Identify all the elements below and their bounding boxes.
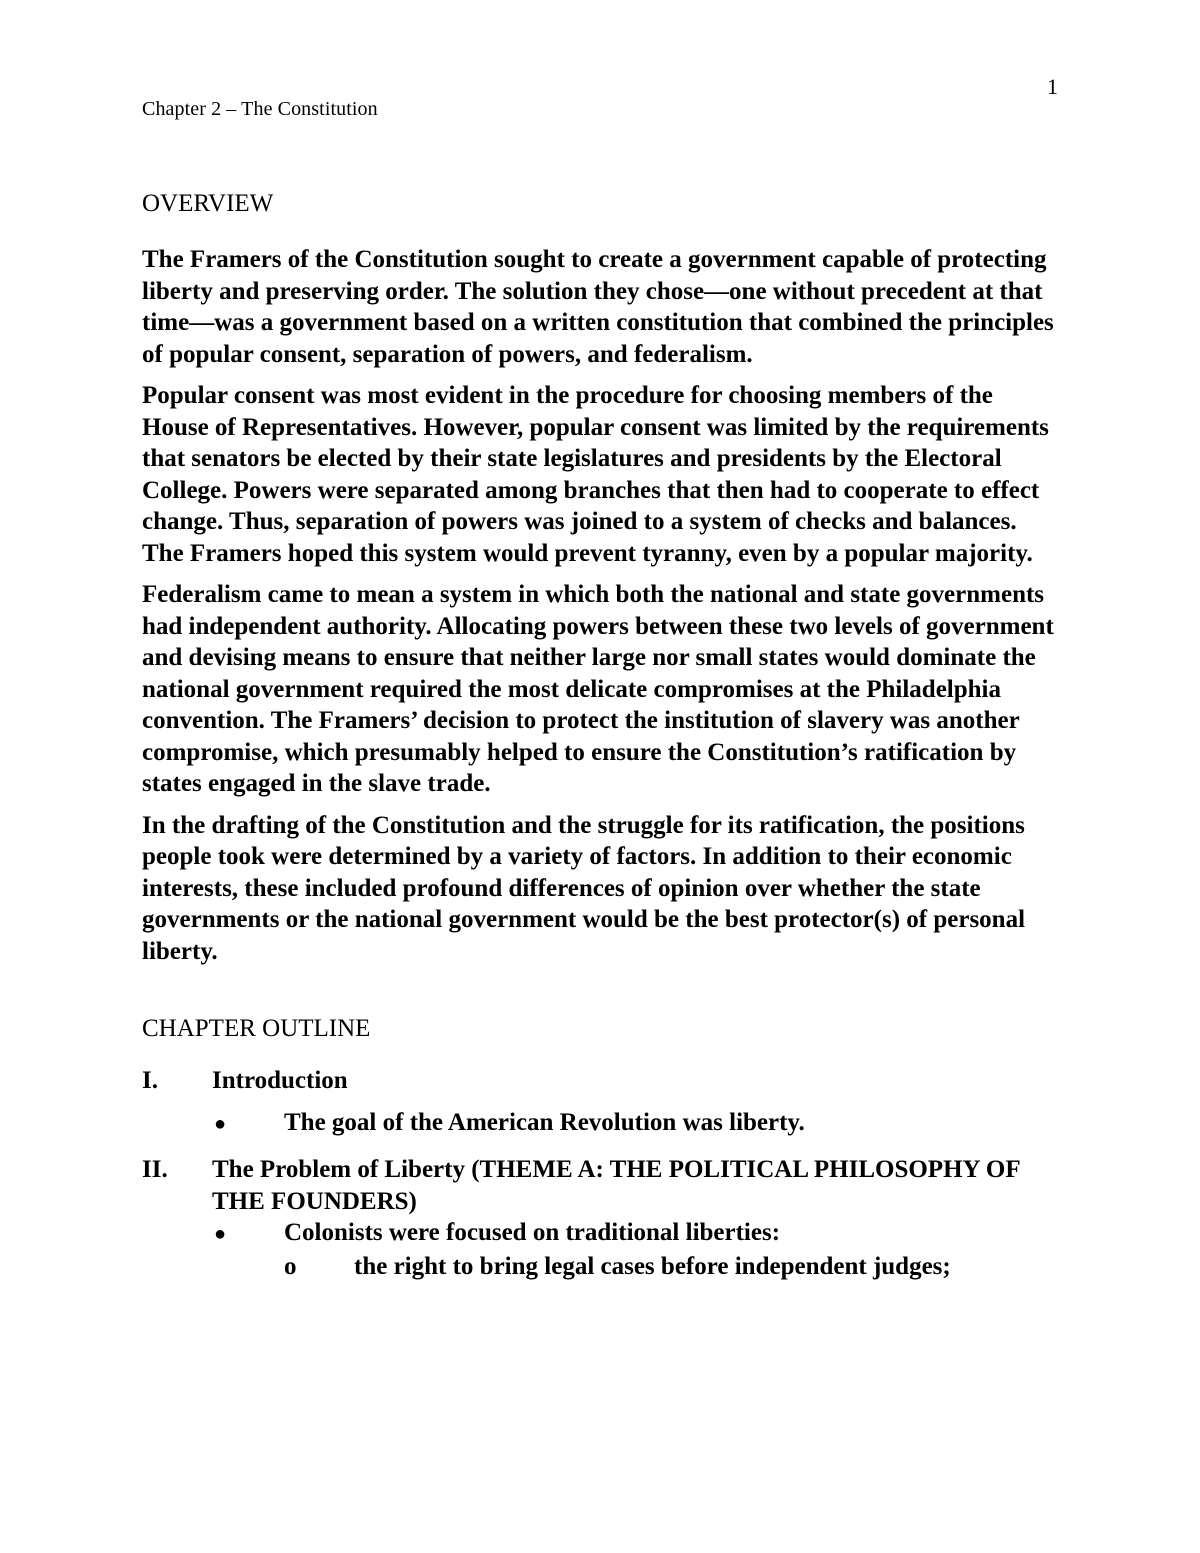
sub-bullet-circle-icon: o (284, 1252, 297, 1280)
outline-numeral: II. (142, 1156, 168, 1183)
outline-bullet (142, 1107, 1062, 1141)
outline-bullet-text: Colonists were focused on traditional liberties: (284, 1219, 781, 1246)
outline-item-introduction (142, 1065, 1062, 1097)
outline-title: The Problem of Liberty (THEME A: THE POLITICAL PHILOSOPHY OF THE FOUNDERS) (212, 1156, 1020, 1215)
running-header: Chapter 2 – The Constitution (142, 98, 378, 120)
bullet-dot-icon: ● (214, 1223, 227, 1245)
outline-numeral: I. (142, 1067, 158, 1094)
page-content (142, 188, 1062, 1282)
bullet-dot-icon: ● (214, 1112, 227, 1135)
page-number: 1 (1047, 74, 1058, 99)
outline-title: Introduction (212, 1067, 348, 1094)
overview-paragraph-1: The Framers of the Constitution sought to create a government capable of protecting liberty and preserving order. The solution they chose—one without precedent at that time—was a government based on a written constitution that combined the principles of popular consent, separation of powers, and federalism. (142, 246, 1054, 368)
chapter-outline-heading: CHAPTER OUTLINE (142, 1015, 371, 1042)
outline-sub-bullet-text: the right to bring legal cases before independent judges; (354, 1252, 951, 1280)
overview-heading: OVERVIEW (142, 190, 274, 217)
outline-bullet (142, 1217, 1062, 1251)
overview-paragraph-2: Popular consent was most evident in the procedure for choosing members of the House of Representatives. However, popular consent was limited by the requirements that senators be elected by their state legislatures and presidents by the Electoral College. Powers were separated among branches that then had to cooperate to effect change. Thus, separation of powers was joined to a system of checks and balances. The Framers hoped this system would prevent tyranny, even by a popular majority. (142, 382, 1049, 567)
overview-paragraph-4: In the drafting of the Constitution and the struggle for its ratification, the positions people took were determined by a variety of factors. In addition to their economic interests, these included profound differences of opinion over whether the state governments or the national government would be the best protector(s) of personal liberty. (142, 811, 1026, 965)
outline-bullet-text: The goal of the American Revolution was liberty. (284, 1108, 805, 1136)
outline-sub-bullet (142, 1251, 1062, 1283)
overview-paragraph-3: Federalism came to mean a system in which both the national and state governments had independent authority. Allocating powers between these two levels of government and devising means to ensure that neither large nor small states would dominate the national government required the most delicate compromises at the Philadelphia convention. The Framers’ decision to protect the institution of slavery was another compromise, which presumably helped to ensure the Constitution’s ratification by states engaged in the slave trade. (142, 581, 1054, 797)
outline-item-problem-of-liberty (142, 1154, 1062, 1217)
